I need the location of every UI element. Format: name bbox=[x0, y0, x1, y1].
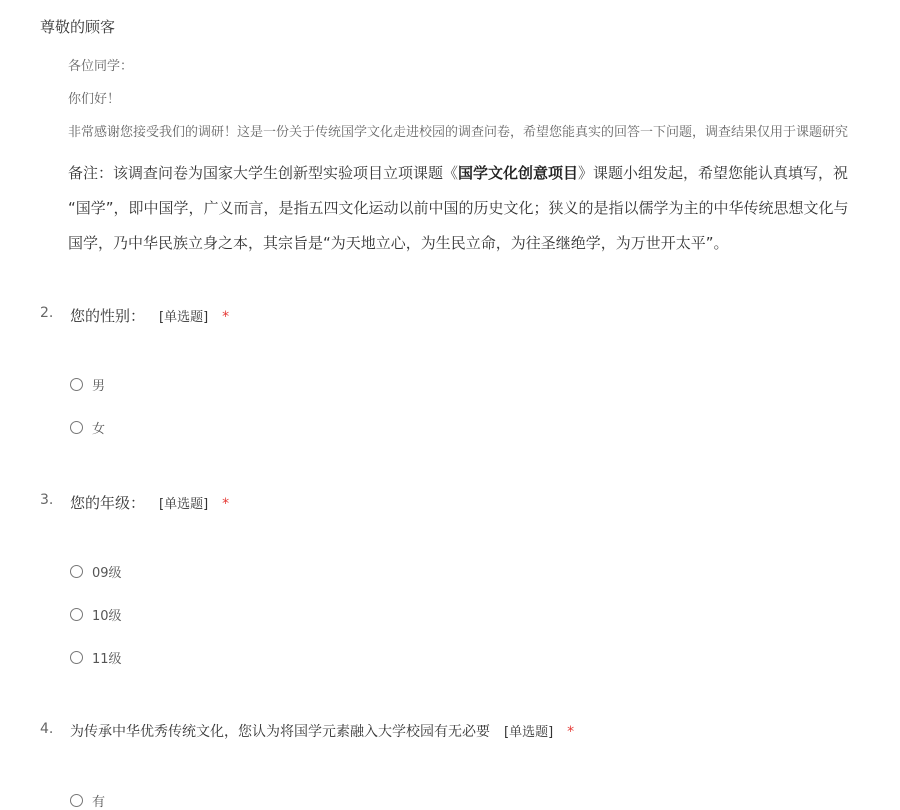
option-label: 女 bbox=[92, 421, 106, 437]
radio-button[interactable] bbox=[70, 565, 83, 578]
question-type-label: [单选题] bbox=[504, 725, 554, 740]
intro-salutation: 各位同学： bbox=[68, 59, 134, 74]
question-title-text: 您的年级： bbox=[70, 494, 146, 512]
question-title bbox=[70, 492, 229, 513]
radio-button[interactable] bbox=[70, 794, 83, 807]
option-yes[interactable] bbox=[70, 790, 105, 810]
question-title bbox=[70, 721, 574, 741]
question-number: 3. bbox=[40, 492, 54, 508]
radio-button[interactable] bbox=[70, 421, 83, 434]
question-number: 4. bbox=[40, 721, 54, 737]
question-type-label: [单选题] bbox=[159, 310, 209, 325]
option-grade-10[interactable] bbox=[70, 604, 122, 624]
option-male[interactable] bbox=[70, 374, 105, 394]
required-marker: * bbox=[222, 496, 230, 512]
survey-greeting: 尊敬的顾客 bbox=[40, 18, 116, 36]
intro-guoxue-definition: “国学”，即中国学，广义而言，是指五四文化运动以前中国的历史文化；狭义的是指以儒学为主的中华传统思想文化与 bbox=[68, 199, 849, 217]
required-marker: * bbox=[222, 309, 230, 325]
intro-note bbox=[68, 156, 900, 191]
note-suffix: 》课题小组发起，希望您能认真填写，祝 bbox=[578, 164, 849, 182]
intro-guoxue-purpose: 国学，乃中华民族立身之本，其宗旨是“为天地立心，为生民立命，为往圣继绝学，为万世开太平”。 bbox=[68, 234, 729, 252]
option-label: 10级 bbox=[92, 608, 122, 624]
question-title bbox=[70, 305, 229, 326]
intro-hello: 你们好！ bbox=[68, 92, 121, 107]
option-label: 11级 bbox=[92, 651, 122, 667]
radio-button[interactable] bbox=[70, 608, 83, 621]
radio-button[interactable] bbox=[70, 378, 83, 391]
intro-thanks: 非常感谢您接受我们的调研！这是一份关于传统国学文化走进校园的调查问卷，希望您能真实的回答一下问题，调查结果仅用于课题研究 bbox=[68, 125, 849, 140]
note-prefix: 备注：该调查问卷为国家大学生创新型实验项目立项课题《 bbox=[68, 164, 459, 182]
question-number: 2. bbox=[40, 305, 54, 321]
note-project-name: 国学文化创意项目 bbox=[458, 164, 579, 182]
question-type-label: [单选题] bbox=[159, 497, 209, 512]
option-female[interactable] bbox=[70, 417, 105, 437]
radio-button[interactable] bbox=[70, 651, 83, 664]
option-label: 09级 bbox=[92, 565, 122, 581]
question-title-text: 为传承中华优秀传统文化，您认为将国学元素融入大学校园有无必要 bbox=[70, 724, 490, 740]
option-label: 有 bbox=[92, 794, 106, 810]
survey-intro bbox=[68, 57, 900, 261]
required-marker: * bbox=[567, 724, 575, 740]
question-title-text: 您的性别： bbox=[70, 307, 146, 325]
option-label: 男 bbox=[92, 378, 106, 394]
option-grade-09[interactable] bbox=[70, 561, 122, 581]
option-grade-11[interactable] bbox=[70, 647, 122, 667]
